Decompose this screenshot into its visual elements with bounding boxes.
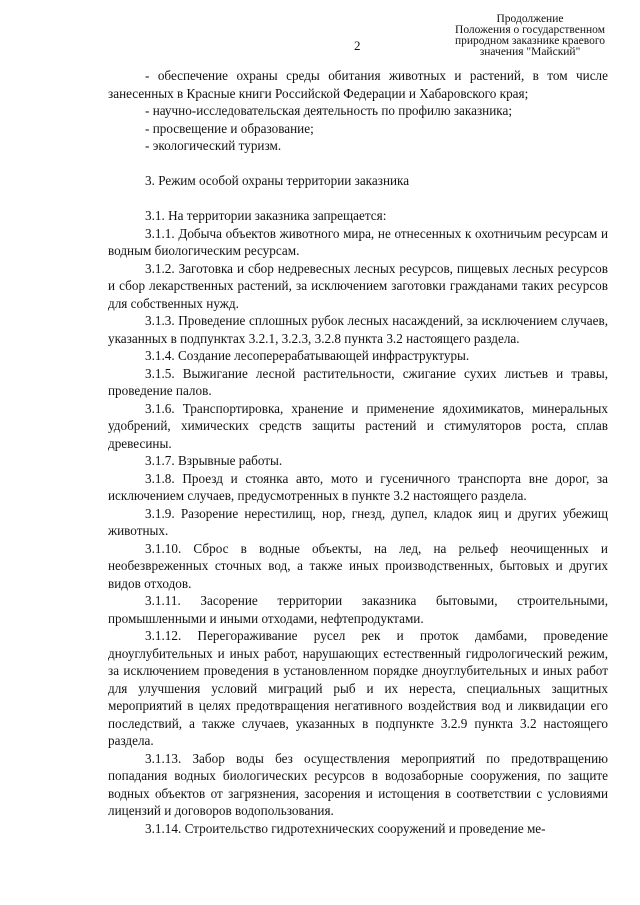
paragraph: 3.1.14. Строительство гидротехнических сооружений и проведение ме- (145, 820, 546, 836)
paragraph: 3.1.3. Проведение сплошных рубок лесных насаждений, за исключением случаев, указанных в подпунктах 3.2.1, 3.2.3, 3.2.8 пункта 3.2 настоящего раздела. (108, 313, 608, 346)
document-body (108, 67, 608, 837)
list-item: - экологический туризм. (145, 138, 282, 153)
continuation-header (440, 14, 620, 58)
paragraph: 3.1.8. Проезд и стоянка авто, мото и гусеничного транспорта вне дорог, за исключением случаев, предусмотренных в пункте 3.2 настоящего раздела. (108, 470, 608, 503)
list-item: - просвещение и образование; (145, 120, 314, 136)
section-title: 3. Режим особой охраны территории заказника (145, 173, 410, 188)
paragraph: 3.1.1. Добыча объектов животного мира, не отнесенных к охотничьим ресурсам и водным биологическим ресурсам. (108, 225, 608, 258)
paragraph: 3.1.13. Забор воды без осуществления мероприятий по предотвращению попадания водных биологических ресурсов в водозаборные сооружения, по защите водных объектов от загрязнения, засорения и истощения в соответствии с условиями лицензий и договоров водопользования. (108, 750, 608, 818)
paragraph: 3.1.11. Засорение территории заказника бытовыми, строительными, промышленными и иными отходами, нефтепродуктами. (108, 593, 608, 626)
header-line: значения "Майский" (479, 46, 581, 58)
page-number: 2 (354, 38, 361, 53)
paragraph: 3.1.6. Транспортировка, хранение и применение ядохимикатов, минеральных удобрений, химических средств защиты растений и стимуляторов роста, сплав древесины. (108, 400, 608, 451)
list-item: - научно-исследовательская деятельность по профилю заказника; (145, 103, 513, 118)
paragraph: 3.1. На территории заказника запрещается: (145, 208, 387, 223)
paragraph: 3.1.5. Выжигание лесной растительности, сжигание сухих листьев и травы, проведение палов. (108, 365, 608, 398)
list-item: - обеспечение охраны среды обитания животных и растений, в том числе занесенных в Красные книги Российской Федерации и Хабаровского края; (108, 68, 608, 101)
paragraph: 3.1.12. Перегораживание русел рек и проток дамбами, проведение дноуглубительных и иных работ, нарушающих естественный гидрологический режим, за исключением проведения в установленном порядке дноуглубительных и иных работ для улучшения условий миграций рыб и их нереста, специальных защитных мероприятий в целях предотвращения негативного воздействия вод и ликвидации его последствий, а также случаев, указанных в подпункте 3.2.9 пункта 3.2 настоящего раздела. (108, 628, 608, 748)
spacer (108, 190, 608, 208)
paragraph: 3.1.10. Сброс в водные объекты, на лед, на рельеф неочищенных и необезвреженных сточных вод, а также иных производственных, бытовых и других видов отходов. (108, 540, 608, 591)
paragraph: 3.1.7. Взрывные работы. (145, 453, 283, 468)
paragraph: 3.1.2. Заготовка и сбор недревесных лесных ресурсов, пищевых лесных ресурсов и сбор лекарственных растений, за исключением заготовки гражданами таких ресурсов для собственных нужд. (108, 260, 608, 311)
header-line: Положения о государственном (455, 24, 605, 36)
paragraph: 3.1.9. Разорение нерестилищ, нор, гнезд, дупел, кладок яиц и других убежищ животных. (108, 505, 608, 538)
header-line: Продолжение (496, 13, 564, 25)
paragraph: 3.1.4. Создание лесоперерабатывающей инфраструктуры. (145, 348, 470, 363)
header-line: природном заказнике краевого (454, 35, 606, 47)
spacer (108, 155, 608, 173)
